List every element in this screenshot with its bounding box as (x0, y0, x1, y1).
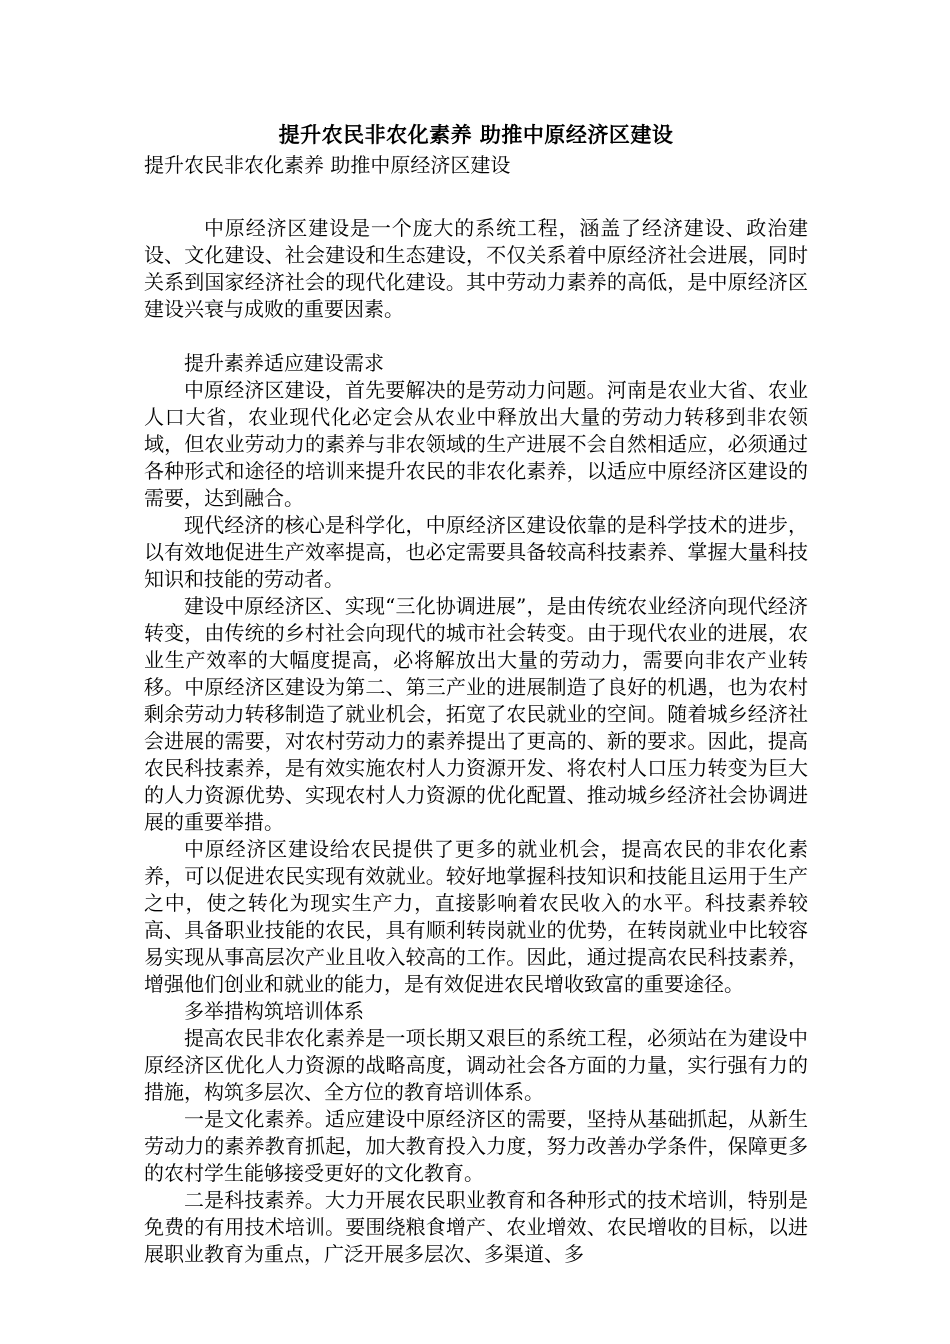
paragraph: 一是文化素养。适应建设中原经济区的需要，坚持从基础抓起，从新生劳动力的素养教育抓起，加大教育投入力度，努力改善办学条件，保障更多的农村学生能够接受更好的文化教育。 (144, 1107, 808, 1185)
blank-line (144, 323, 808, 350)
paragraph: 现代经济的核心是科学化，中原经济区建设依靠的是科学技术的进步，以有效地促进生产效率提高，也必定需要具备较高科技素养、掌握大量科技知识和技能的劳动者。 (144, 513, 808, 591)
intro-paragraph: 中原经济区建设是一个庞大的系统工程，涵盖了经济建设、政治建设、文化建设、社会建设和生态建设，不仅关系着中原经济社会进展，同时关系到国家经济社会的现代化建设。其中劳动力素养的高低，是中原经济区建设兴衰与成败的重要因素。 (144, 216, 808, 321)
paragraph: 提高农民非农化素养是一项长期又艰巨的系统工程，必须站在为建设中原经济区优化人力资源的战略高度，调动社会各方面的力量，实行强有力的措施，构筑多层次、全方位的教育培训体系。 (144, 1026, 808, 1104)
paragraph: 二是科技素养。大力开展农民职业教育和各种形式的技术培训，特别是免费的有用技术培训。要围绕粮食增产、农业增效、农民增收的目标，以进展职业教育为重点，广泛开展多层次、多渠道、多 (144, 1188, 808, 1266)
paragraph: 建设中原经济区、实现“三化协调进展”，是由传统农业经济向现代经济转变，由传统的乡村社会向现代的城市社会转变。由于现代农业的进展，农业生产效率的大幅度提高，必将解放出大量的劳动力，需要向非农产业转移。中原经济区建设为第二、第三产业的进展制造了良好的机遇，也为农村剩余劳动力转移制造了就业机会，拓宽了农民就业的空间。随着城乡经济社会进展的需要，对农村劳动力的素养提出了更高的、新的要求。因此，提高农民科技素养，是有效实施农村人力资源开发、将农村人口压力转变为巨大的人力资源优势、实现农村人力资源的优化配置、推动城乡经济社会协调进展的重要举措。 (144, 594, 808, 834)
section-heading: 提升素养适应建设需求 (184, 351, 384, 375)
document-title: 提升农民非农化素养 助推中原经济区建设 (278, 122, 674, 147)
document-subtitle: 提升农民非农化素养 助推中原经济区建设 (144, 153, 511, 177)
paragraph: 中原经济区建设给农民提供了更多的就业机会，提高农民的非农化素养，可以促进农民实现有效就业。较好地掌握科技知识和技能且运用于生产之中，使之转化为现实生产力，直接影响着农民收入的水平。科技素养较高、具备职业技能的农民，具有顺利转岗就业的优势，在转岗就业中比较容易实现从事高层次产业且收入较高的工作。因此，通过提高农民科技素养，增强他们创业和就业的能力，是有效促进农民增收致富的重要途径。 (144, 837, 808, 996)
section-heading: 多举措构筑培训体系 (184, 999, 364, 1023)
blank-line (144, 179, 808, 215)
document-page (144, 118, 808, 1268)
paragraph: 中原经济区建设，首先要解决的是劳动力问题。河南是农业大省、农业人口大省，农业现代化必定会从农业中释放出大量的劳动力转移到非农领域，但农业劳动力的素养与非农领域的生产进展不会自然相适应，必须通过各种形式和途径的培训来提升农民的非农化素养，以适应中原经济区建设的需要，达到融合。 (144, 378, 808, 510)
